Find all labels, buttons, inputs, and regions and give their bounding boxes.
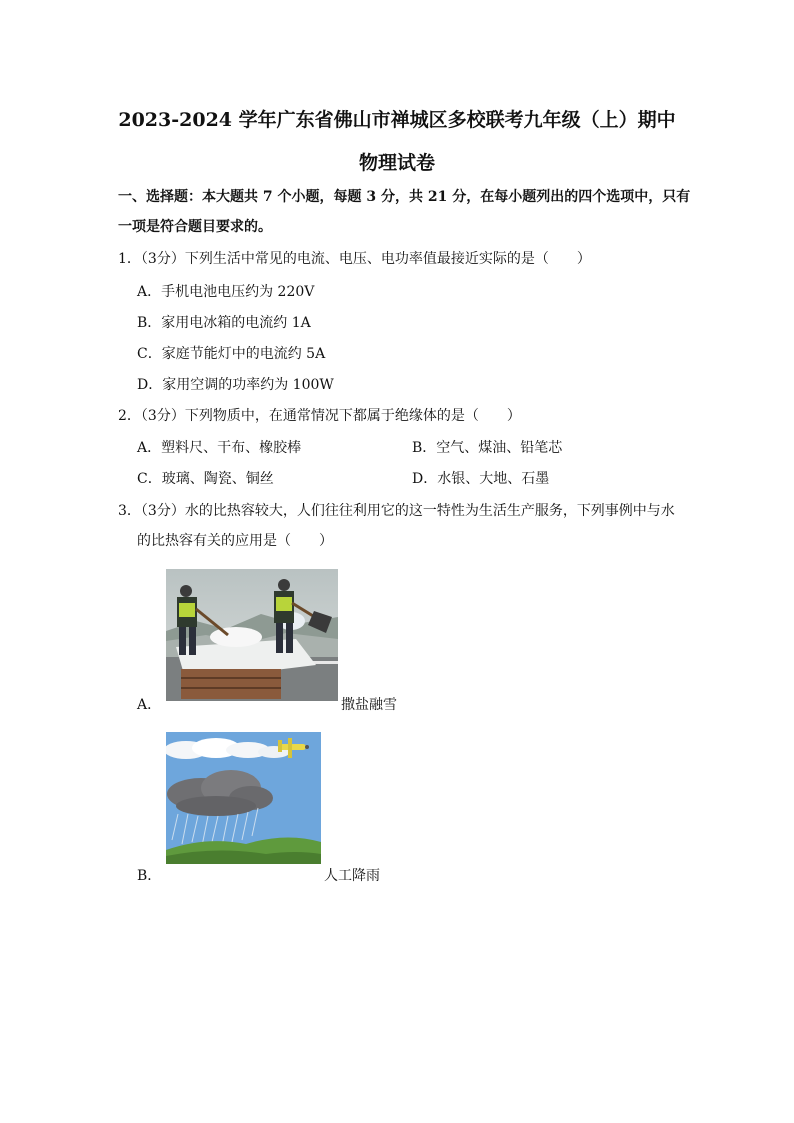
- question-3-stem-line2: 的比热容有关的应用是（ ）: [137, 533, 333, 549]
- question-1-stem: 1．（3分）下列生活中常见的电流、电压、电功率值最接近实际的是（ ）: [118, 251, 591, 267]
- question-1-option-d: D．家用空调的功率约为 100W: [137, 377, 334, 393]
- question-1-option-c: C．家庭节能灯中的电流约 5A: [137, 346, 326, 362]
- artificial-rain-illustration: [166, 732, 321, 864]
- question-3-option-a-caption: 撒盐融雪: [341, 697, 397, 713]
- question-2-option-b: B．空气、煤油、铅笔芯: [412, 440, 563, 456]
- section-heading-line1: 一、选择题：本大题共 7 个小题，每题 3 分，共 21 分，在每小题列出的四个选项中，只有: [118, 189, 691, 205]
- question-2-option-d: D．水银、大地、石墨: [412, 471, 550, 487]
- question-3-option-b-caption: 人工降雨: [324, 868, 380, 884]
- section-heading-line2: 一项是符合题目要求的。: [118, 219, 272, 235]
- page-title-line2: 物理试卷: [358, 152, 435, 174]
- question-1-option-b: B．家用电冰箱的电流约 1A: [137, 315, 311, 331]
- question-2-option-a: A．塑料尺、干布、橡胶棒: [137, 440, 302, 456]
- salt-snow-photo: [166, 569, 338, 701]
- question-1-option-a: A．手机电池电压约为 220V: [137, 284, 315, 300]
- question-3-stem-line1: 3．（3分）水的比热容较大，人们往往利用它的这一特性为生活生产服务，下列事例中与水: [118, 503, 675, 519]
- question-3-option-b-label: B．: [137, 868, 162, 884]
- question-2-stem: 2．（3分）下列物质中，在通常情况下都属于绝缘体的是（ ）: [118, 408, 521, 424]
- page-title-line1: 2023-2024 学年广东省佛山市禅城区多校联考九年级（上）期中: [118, 109, 676, 131]
- question-3-option-a-label: A．: [137, 697, 162, 713]
- question-2-option-c: C．玻璃、陶瓷、铜丝: [137, 471, 274, 487]
